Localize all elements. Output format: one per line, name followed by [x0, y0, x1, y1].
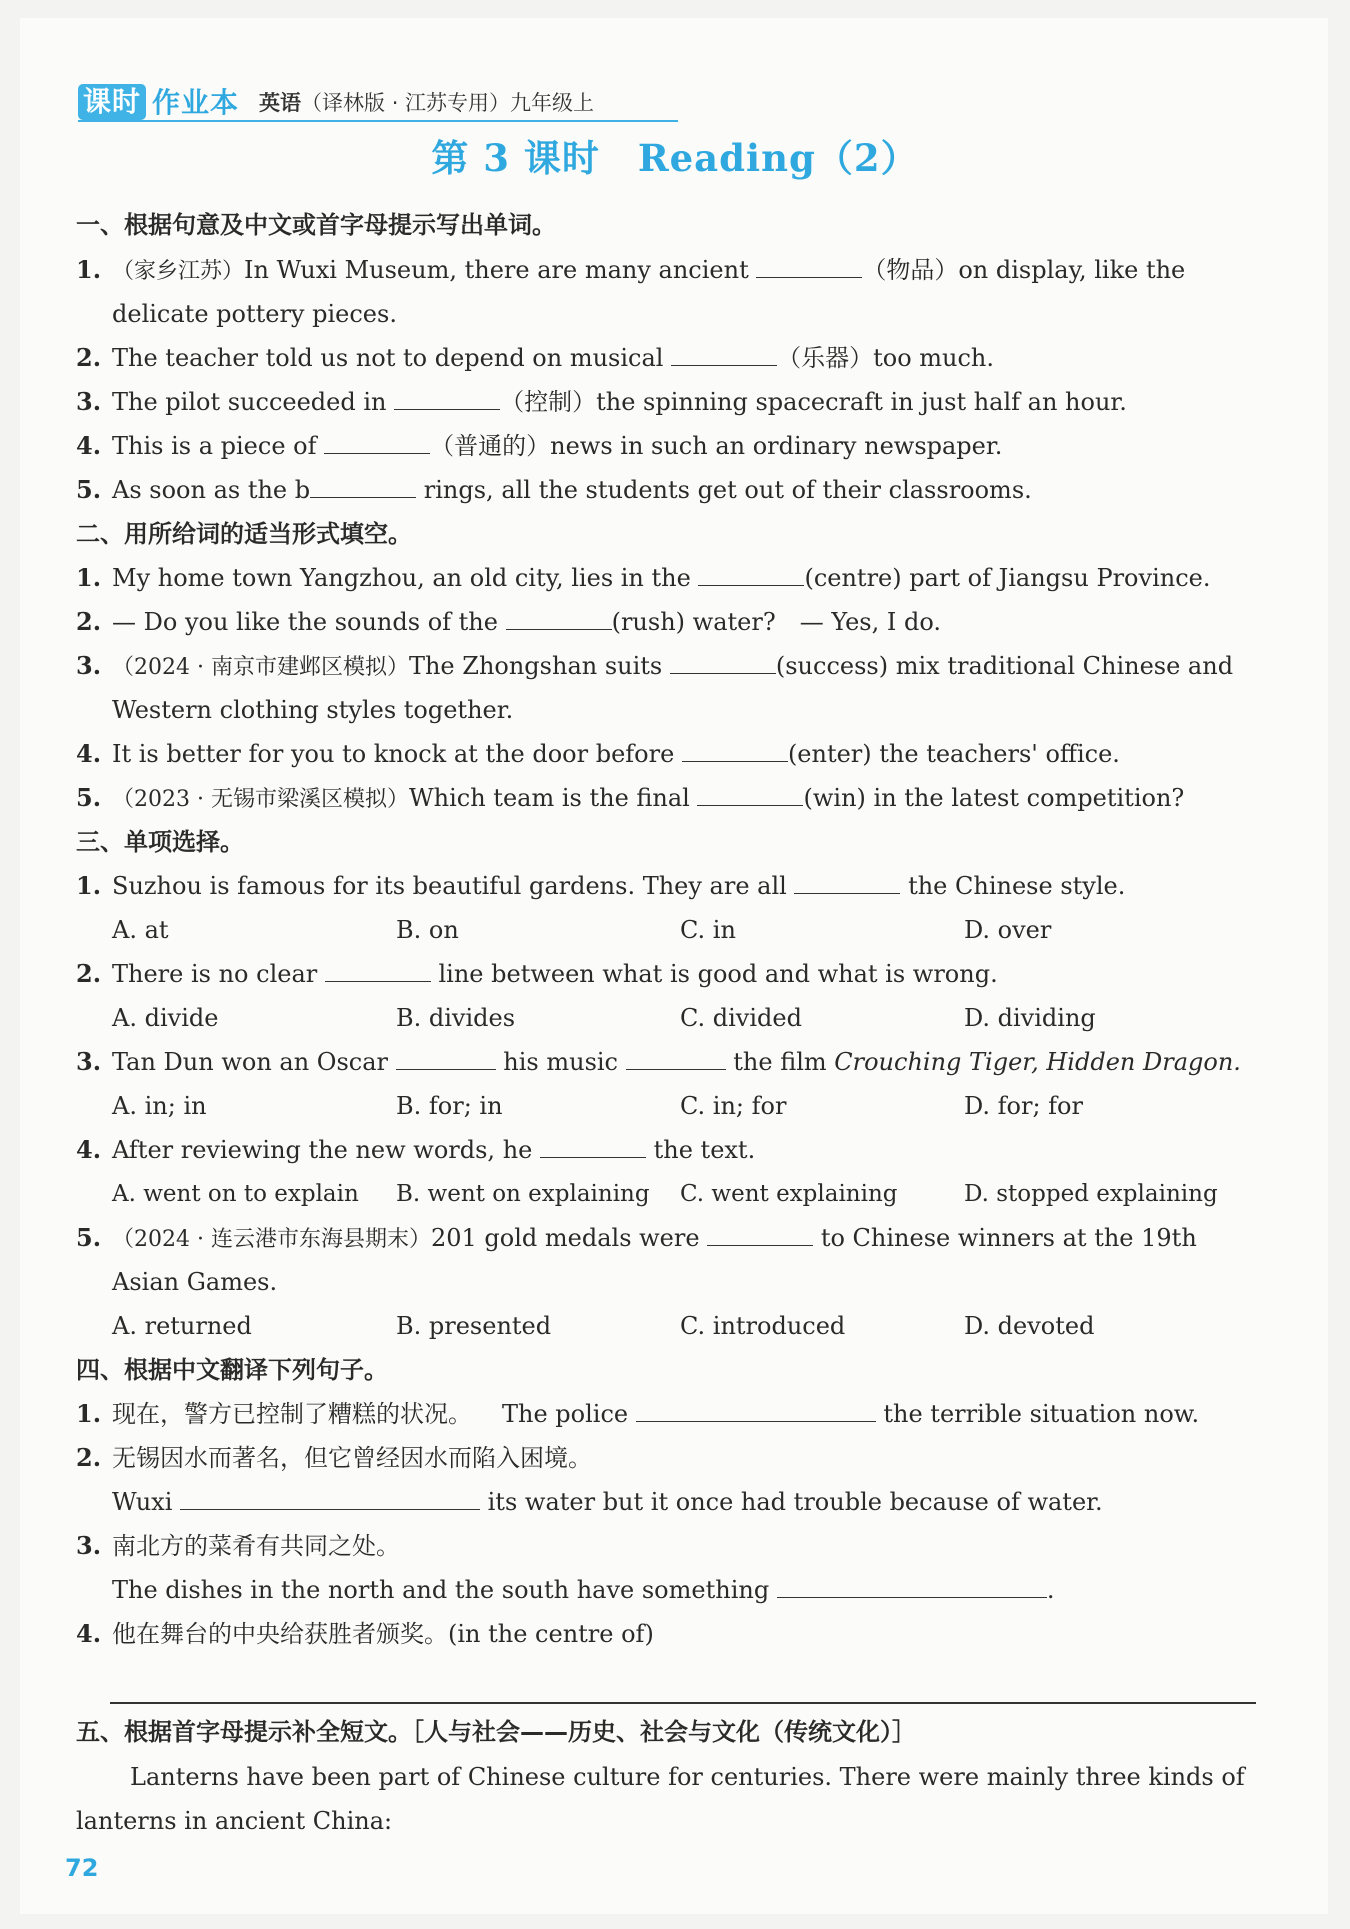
option-b[interactable]: B. went on explaining	[396, 1181, 650, 1207]
option-a[interactable]: A. returned	[112, 1312, 252, 1340]
question-text: (enter) the teachers' office.	[787, 740, 1120, 768]
question-text: Suzhou is famous for its beautiful gardens. They are all	[112, 872, 795, 900]
question-number: 1.	[76, 563, 102, 592]
s2-q3-cont: Western clothing styles together.	[112, 696, 514, 724]
answer-blank[interactable]	[506, 607, 612, 630]
question-number: 5.	[76, 475, 102, 504]
brand-logo-text: 作业本	[152, 86, 240, 119]
s3-q2	[76, 959, 1256, 989]
answer-blank[interactable]	[671, 343, 777, 366]
answer-blank[interactable]	[756, 255, 862, 278]
s3-q2-options	[76, 1003, 1292, 1033]
s3-q1-options	[76, 915, 1292, 945]
s1-q2	[76, 343, 1256, 373]
question-text: the terrible situation now.	[875, 1400, 1200, 1428]
question-text: （物品）on display, like the	[862, 256, 1186, 284]
section1-heading: 一、根据句意及中文或首字母提示写出单词。	[76, 211, 556, 239]
answer-blank[interactable]	[310, 475, 416, 498]
book-info	[259, 86, 594, 120]
question-text: In Wuxi Museum, there are many ancient	[244, 256, 757, 284]
option-d[interactable]: D. over	[964, 916, 1052, 944]
edition-label: （译林版 · 江苏专用）九年级上	[301, 91, 595, 115]
question-text: This is a piece of	[112, 432, 325, 460]
s4-q3-answer	[76, 1575, 1292, 1605]
question-number: 4.	[76, 431, 102, 460]
option-a[interactable]: A. in; in	[112, 1092, 207, 1120]
question-text: The teacher told us not to depend on musical	[112, 344, 672, 372]
question-text: It is better for you to knock at the door before	[112, 740, 682, 768]
question-text: — Do you like the sounds of the	[112, 608, 506, 636]
question-text: 201 gold medals were	[430, 1224, 708, 1252]
answer-blank[interactable]	[396, 1047, 496, 1070]
question-number: 1.	[76, 1399, 102, 1428]
option-a[interactable]: A. went on to explain	[112, 1181, 359, 1207]
source-tag: （2024 · 南京市建邺区模拟）	[112, 655, 409, 680]
question-text: The dishes in the north and the south have something	[112, 1576, 777, 1604]
s3-q3	[76, 1047, 1256, 1077]
s4-q2	[76, 1443, 1256, 1473]
answer-blank[interactable]	[394, 387, 500, 410]
question-text: (success) mix traditional Chinese and	[775, 652, 1234, 680]
question-text: There is no clear	[112, 960, 325, 988]
lesson-title: 第 3 课时 Reading（2）	[431, 136, 919, 180]
question-number: 3.	[76, 387, 102, 416]
hint-text: (in the centre of)	[448, 1620, 654, 1648]
question-text: My home town Yangzhou, an old city, lies in the	[112, 564, 699, 592]
option-d[interactable]: D. devoted	[964, 1312, 1095, 1340]
s3-q5-cont: Asian Games.	[112, 1268, 278, 1296]
answer-blank[interactable]	[636, 1399, 876, 1422]
option-b[interactable]: B. presented	[396, 1312, 552, 1340]
option-a[interactable]: A. at	[112, 916, 169, 944]
answer-blank[interactable]	[794, 871, 900, 894]
s1-q1-cont: delicate pottery pieces.	[112, 300, 397, 328]
question-text: （普通的）news in such an ordinary newspaper.	[430, 432, 1003, 460]
question-text: his music	[495, 1048, 626, 1076]
header-rule	[78, 120, 678, 122]
section5-heading: 五、根据首字母提示补全短文。［人与社会——历史、社会与文化（传统文化）］	[76, 1718, 916, 1746]
answer-blank[interactable]	[777, 1575, 1047, 1598]
question-number: 1.	[76, 871, 102, 900]
question-text: （乐器）too much.	[777, 344, 995, 372]
s3-q3-options	[76, 1091, 1292, 1121]
s1-q4	[76, 431, 1256, 461]
question-text: the Chinese style.	[900, 872, 1126, 900]
passage-line-1: Lanterns have been part of Chinese culture for centuries. There were mainly three kinds of	[130, 1763, 1245, 1791]
option-d[interactable]: D. for; for	[964, 1092, 1083, 1120]
option-d[interactable]: D. dividing	[964, 1004, 1096, 1032]
question-text: line between what is good and what is wrong.	[430, 960, 998, 988]
subject-label: 英语	[259, 91, 302, 115]
s3-q4-options	[76, 1179, 1292, 1209]
option-b[interactable]: B. divides	[396, 1004, 516, 1032]
chinese-sentence: 他在舞台的中央给获胜者颁奖。	[112, 1620, 448, 1648]
question-number: 2.	[76, 607, 102, 636]
s1-q5	[76, 475, 1256, 505]
s4-q3	[76, 1531, 1256, 1561]
passage-line-2: lanterns in ancient China:	[76, 1807, 393, 1835]
section4-heading: 四、根据中文翻译下列句子。	[76, 1356, 388, 1384]
chinese-sentence: 现在，警方已控制了糟糕的状况。	[112, 1400, 472, 1428]
s1-q1	[76, 255, 1256, 287]
option-d[interactable]: D. stopped explaining	[964, 1181, 1218, 1207]
option-c[interactable]: C. introduced	[680, 1312, 846, 1340]
question-text: (centre) part of Jiangsu Province.	[804, 564, 1211, 592]
question-number: 3.	[76, 1531, 102, 1560]
answer-blank[interactable]	[324, 431, 430, 454]
answer-blank[interactable]	[682, 739, 788, 762]
question-text: its water but it once had trouble because of water.	[480, 1488, 1103, 1516]
s4-q1	[76, 1399, 1256, 1429]
s1-q3	[76, 387, 1256, 417]
question-text: The pilot succeeded in	[112, 388, 395, 416]
answer-blank[interactable]	[670, 651, 776, 674]
chinese-sentence: 无锡因水而著名，但它曾经因水而陷入困境。	[112, 1444, 592, 1472]
question-text: (rush) water? — Yes, I do.	[611, 608, 941, 636]
question-text: rings, all the students get out of their classrooms.	[416, 476, 1032, 504]
question-number: 1.	[76, 255, 102, 284]
question-text: Which team is the final	[408, 784, 698, 812]
s3-q5	[76, 1223, 1256, 1255]
answer-blank[interactable]	[540, 1135, 646, 1158]
s3-q5-options	[76, 1311, 1292, 1341]
answer-blank[interactable]	[698, 563, 804, 586]
s2-q2	[76, 607, 1256, 637]
s4-q2-answer	[76, 1487, 1292, 1517]
answer-blank[interactable]	[325, 959, 431, 982]
question-text: The police	[502, 1400, 636, 1428]
question-number: 2.	[76, 1443, 102, 1472]
s2-q3	[76, 651, 1256, 683]
s4-q4	[76, 1619, 1256, 1649]
answer-blank[interactable]	[707, 1223, 813, 1246]
source-tag: （2023 · 无锡市梁溪区模拟）	[112, 787, 409, 812]
question-number: 5.	[76, 1223, 102, 1252]
question-number: 5.	[76, 783, 102, 812]
s2-q1	[76, 563, 1256, 593]
section3-heading: 三、单项选择。	[76, 828, 244, 856]
question-text: to Chinese winners at the 19th	[813, 1224, 1197, 1252]
question-number: 2.	[76, 959, 102, 988]
section2-heading: 二、用所给词的适当形式填空。	[76, 520, 412, 548]
source-tag: （2024 · 连云港市东海县期末）	[112, 1227, 431, 1252]
option-c[interactable]: C. divided	[680, 1004, 802, 1032]
answer-blank[interactable]	[180, 1487, 480, 1510]
s3-q1	[76, 871, 1256, 901]
chinese-sentence: 南北方的菜肴有共同之处。	[112, 1532, 400, 1560]
question-text: the text.	[645, 1136, 756, 1164]
brand-logo-box: 课时	[78, 84, 146, 120]
option-b[interactable]: B. for; in	[396, 1092, 503, 1120]
source-tag: （家乡江苏）	[112, 259, 245, 284]
question-text: The Zhongshan suits	[408, 652, 670, 680]
option-c[interactable]: C. in; for	[680, 1092, 787, 1120]
option-c[interactable]: C. in	[680, 916, 736, 944]
question-text: .	[1046, 1576, 1055, 1604]
option-b[interactable]: B. on	[396, 916, 459, 944]
question-number: 4.	[76, 1135, 102, 1164]
s2-q4	[76, 739, 1256, 769]
question-number: 4.	[76, 739, 102, 768]
s3-q4	[76, 1135, 1256, 1165]
option-c[interactable]: C. went explaining	[680, 1181, 898, 1207]
answer-line[interactable]	[110, 1702, 1256, 1704]
question-number: 4.	[76, 1619, 102, 1648]
question-number: 2.	[76, 343, 102, 372]
question-text: (win) in the latest competition?	[803, 784, 1185, 812]
question-number: 3.	[76, 1047, 102, 1076]
question-text: （控制）the spinning spacecraft in just half an hour.	[500, 388, 1127, 416]
film-title: Crouching Tiger, Hidden Dragon.	[834, 1048, 1241, 1076]
s2-q5	[76, 783, 1256, 815]
question-text: the film	[725, 1048, 835, 1076]
question-text: As soon as the b	[112, 476, 311, 504]
question-text: Wuxi	[112, 1488, 180, 1516]
page-number: 72	[65, 1854, 99, 1882]
answer-blank[interactable]	[626, 1047, 726, 1070]
answer-blank[interactable]	[697, 783, 803, 806]
question-text: Tan Dun won an Oscar	[112, 1048, 396, 1076]
option-a[interactable]: A. divide	[112, 1004, 219, 1032]
question-number: 3.	[76, 651, 102, 680]
book-header	[78, 70, 594, 120]
question-text: After reviewing the new words, he	[112, 1136, 540, 1164]
